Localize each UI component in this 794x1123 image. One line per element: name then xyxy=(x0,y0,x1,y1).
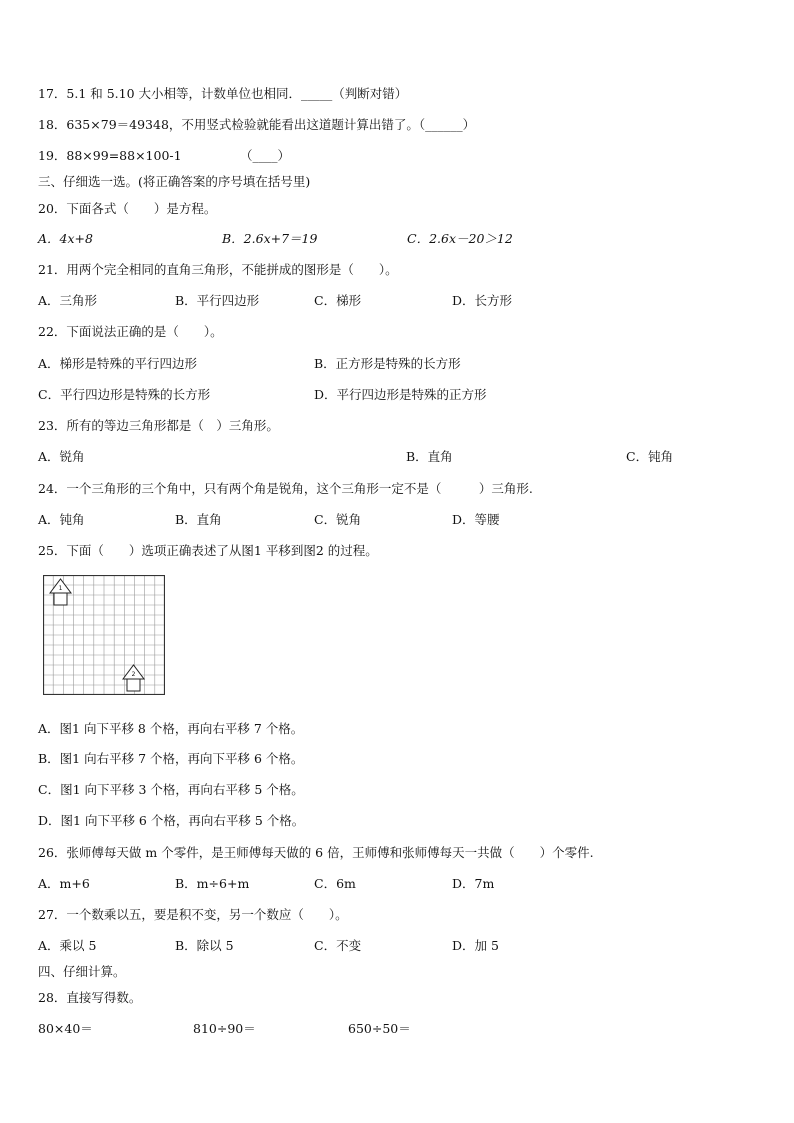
section-3-heading: 三、仔细选一选。(将正确答案的序号填在括号里) xyxy=(38,174,311,189)
question-21-stem: 21．用两个完全相同的直角三角形，不能拼成的图形是（ ）。 xyxy=(38,262,398,277)
figure-1-label: 1 xyxy=(58,585,63,592)
section-4-heading: 四、仔细计算。 xyxy=(38,964,126,979)
question-21-option-a: A．三角形 xyxy=(38,293,98,308)
question-22-option-d: D．平行四边形是特殊的正方形 xyxy=(314,387,487,402)
question-20-option-a: A．4x+8 xyxy=(38,231,93,246)
question-17: 17．5.1 和 5.10 大小相等，计数单位也相同．_____（判断对错） xyxy=(38,86,408,101)
question-25-option-c: C．图1 向下平移 3 个格，再向右平移 5 个格。 xyxy=(38,782,304,797)
question-24-option-c: C．锐角 xyxy=(314,512,362,527)
question-23-option-a: A．锐角 xyxy=(38,449,85,464)
question-28-problem-3: 650÷50＝ xyxy=(348,1021,411,1036)
question-19: 19．88×99=88×100-1 xyxy=(38,148,182,163)
translation-grid-figure xyxy=(43,575,165,695)
question-24-option-a: A．钝角 xyxy=(38,512,85,527)
question-21-option-d: D．长方形 xyxy=(452,293,513,308)
question-20-option-b: B．2.6x+7＝19 xyxy=(222,231,318,246)
question-21-option-b: B．平行四边形 xyxy=(175,293,260,308)
question-27-option-a: A．乘以 5 xyxy=(38,938,97,953)
question-27-option-b: B．除以 5 xyxy=(175,938,234,953)
question-22-option-b: B．正方形是特殊的长方形 xyxy=(314,356,461,371)
figure-2-label: 2 xyxy=(131,671,136,678)
question-23-option-c: C．钝角 xyxy=(626,449,674,464)
question-20-stem: 20．下面各式（ ）是方程。 xyxy=(38,201,217,216)
question-26-option-b: B．m÷6+m xyxy=(175,876,250,891)
question-22-stem: 22．下面说法正确的是（ ）。 xyxy=(38,324,223,339)
question-24-option-d: D．等腰 xyxy=(452,512,500,527)
question-26-option-c: C．6m xyxy=(314,876,356,891)
question-19-blank: （____） xyxy=(240,148,291,163)
question-25-option-d: D．图1 向下平移 6 个格，再向右平移 5 个格。 xyxy=(38,813,305,828)
question-23-stem: 23．所有的等边三角形都是（ ）三角形。 xyxy=(38,418,279,433)
question-23-option-b: B．直角 xyxy=(406,449,453,464)
question-24-option-b: B．直角 xyxy=(175,512,222,527)
question-22-option-c: C．平行四边形是特殊的长方形 xyxy=(38,387,211,402)
question-25-stem: 25．下面（ ）选项正确表述了从图1 平移到图2 的过程。 xyxy=(38,543,378,558)
question-27-option-c: C．不变 xyxy=(314,938,362,953)
figure-2-house xyxy=(123,665,144,691)
question-21-option-c: C．梯形 xyxy=(314,293,362,308)
question-25-option-b: B．图1 向右平移 7 个格，再向下平移 6 个格。 xyxy=(38,751,304,766)
question-20-option-c: C．2.6x－20＞12 xyxy=(407,231,513,246)
question-18: 18．635×79＝49348，不用竖式检验就能看出这道题计算出错了。（______） xyxy=(38,117,476,132)
question-28-problem-2: 810÷90＝ xyxy=(193,1021,256,1036)
question-26-option-d: D．7m xyxy=(452,876,495,891)
question-27-option-d: D．加 5 xyxy=(452,938,499,953)
question-22-option-a: A．梯形是特殊的平行四边形 xyxy=(38,356,198,371)
grid-diagram xyxy=(43,575,165,695)
question-24-stem: 24．一个三角形的三个角中，只有两个角是锐角，这个三角形一定不是（ ）三角形. xyxy=(38,481,533,496)
question-28-problem-1: 80×40＝ xyxy=(38,1021,93,1036)
question-27-stem: 27．一个数乘以五，要是积不变，另一个数应（ ）。 xyxy=(38,907,348,922)
question-25-option-a: A．图1 向下平移 8 个格，再向右平移 7 个格。 xyxy=(38,721,304,736)
question-26-stem: 26．张师傅每天做 m 个零件，是王师傅每天做的 6 倍，王师傅和张师傅每天一共做（ ）个零件. xyxy=(38,845,594,860)
question-26-option-a: A．m+6 xyxy=(38,876,90,891)
question-28-stem: 28．直接写得数。 xyxy=(38,990,142,1005)
